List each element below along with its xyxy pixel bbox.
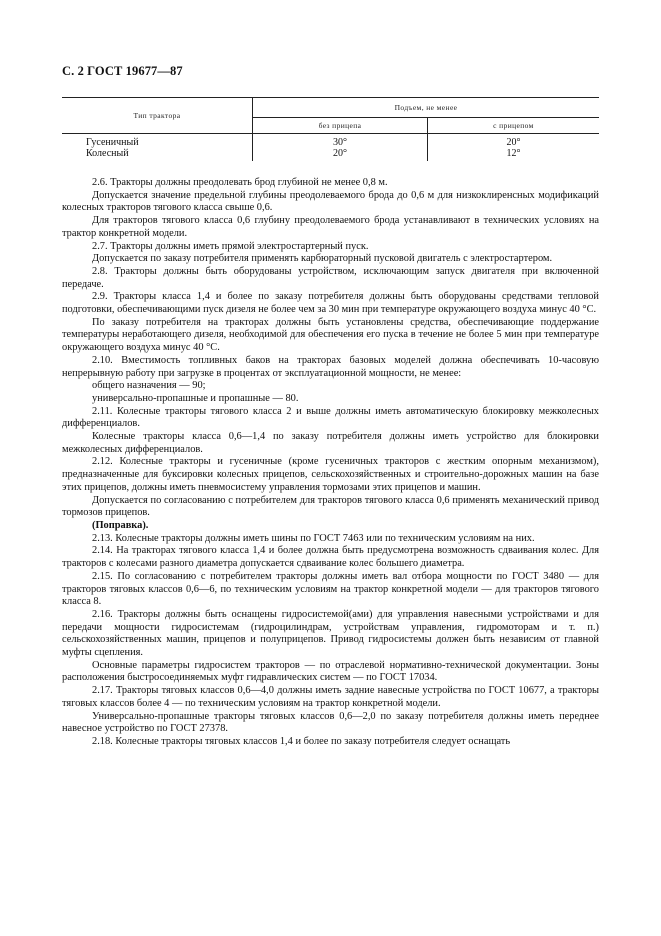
paragraph: 2.11. Колесные тракторы тягового класса 2 и выше должны иметь автоматическую блокировку межколесных дифференциалов. — [62, 405, 599, 430]
table-cell-type: Гусеничный — [62, 134, 253, 149]
paragraph: Универсально-пропашные тракторы тяговых классов 0,6—2,0 по заказу потребителя должны иметь переднее навесное устройство по ГОСТ 27378. — [62, 710, 599, 735]
paragraph: 2.10. Вместимость топливных баков на тракторах базовых моделей должна обеспечивать 10-часовую непрерывную работу при загрузке в процентах от эксплуатационной мощности, не менее: — [62, 354, 599, 379]
paragraph: 2.13. Колесные тракторы должны иметь шины по ГОСТ 7463 или по техническим условиям на них. — [92, 532, 535, 544]
paragraph: 2.12. Колесные тракторы и гусеничные (кроме гусеничных тракторов с жестким опорным механизмом), предназначенные для буксировки колесных прицепов, сельскохозяйственных и строительно-дорожных машин на базе этих прицепов, должны иметь пневмосистему управления тормозами этих прицепов и машин. — [62, 456, 599, 493]
paragraph: 2.7. Тракторы должны иметь прямой электростартерный пуск. — [92, 240, 369, 252]
table-row — [62, 134, 599, 149]
paragraph: Колесные тракторы класса 0,6—1,4 по заказу потребителя должны иметь устройство для блокировки межколесных дифференциалов. — [62, 431, 599, 455]
amendment-note: (Поправка). — [92, 519, 149, 531]
paragraph: Для тракторов тягового класса 0,6 глубину преодолеваемого брода устанавливают в технических условиях на трактор конкретной модели. — [62, 215, 599, 239]
table-col-without: без прицепа — [253, 118, 428, 134]
paragraph: 2.9. Тракторы класса 1,4 и более по заказу потребителя должны быть оборудованы средствами тепловой подготовки, обеспечивающими пуск дизеля не более чем за 30 мин при температуре окружающего воздуха минус 40 °С. — [62, 291, 599, 316]
lift-table — [62, 97, 599, 161]
table-cell-without: 30° — [253, 134, 428, 149]
table-col-with: с прицепом — [428, 118, 600, 134]
paragraph: Допускается по согласованию с потребителем для тракторов тягового класса 0,6 применять механический привод тормозов прицепов. — [62, 494, 599, 519]
list-item: общего назначения — 90; — [92, 380, 206, 392]
paragraph: 2.14. На тракторах тягового класса 1,4 и более должна быть предусмотрена возможность сдваивания колес. Для тракторов с колесами разного диаметра допускается сдваивание колес большего диаметра. — [62, 545, 599, 570]
table-cell-type: Колесный — [62, 148, 253, 161]
page-header: С. 2 ГОСТ 19677—87 — [62, 64, 183, 78]
document-page — [62, 64, 599, 749]
paragraph: 2.15. По согласованию с потребителем тракторы должны иметь вал отбора мощности по ГОСТ 3480 — для тракторов тяговых классов 0,6—6, по техническим условиям на трактор конкретной модели — для тракторов тягового класса 8. — [62, 570, 599, 608]
paragraph: 2.18. Колесные тракторы тяговых классов 1,4 и более по заказу потребителя следует оснащать — [92, 735, 511, 747]
paragraph: Основные параметры гидросистем тракторов — по отраслевой нормативно-технической документации. Зоны расположения быстросоединяемых муфт гидравлических систем — по ГОСТ 17034. — [62, 659, 599, 684]
paragraph: 2.17. Тракторы тяговых классов 0,6—4,0 должны иметь задние навесные устройства по ГОСТ 10677, а тракторы тяговых классов более 4 — по техническим условиям на трактор конкретной модели. — [62, 685, 599, 709]
paragraph: По заказу потребителя на тракторах должны быть установлены средства, обеспечивающие поддержание температуры неработающего дизеля, необходимой для обеспечения его пуска в течение не более 5 мин при температуре окружающего воздуха минус 40 °С. — [62, 316, 599, 354]
paragraph: Допускается по заказу потребителя применять карбюраторный пусковой двигатель с электростартером. — [92, 253, 553, 265]
table-col-type: Тип трактора — [62, 98, 253, 134]
paragraph: 2.8. Тракторы должны быть оборудованы устройством, исключающим запуск двигателя при включенной передаче. — [62, 265, 599, 290]
table-col-lift: Подъем, не менее — [253, 98, 600, 118]
table-row — [62, 148, 599, 161]
table-cell-with: 20° — [506, 137, 521, 148]
paragraph: 2.6. Тракторы должны преодолевать брод глубиной не менее 0,8 м. — [92, 177, 388, 188]
document-body — [62, 177, 599, 749]
paragraph: 2.16. Тракторы должны быть оснащены гидросистемой(ами) для управления навесными устройствами и для передачи мощности гидросистемам (гидроцилиндрам, устройствам управления, гидромоторам и т. п.) сельскохозяйственных машин, прицепов и полуприцепов. Привод гидросистемы должен быть независим от главной муфты сцепления. — [62, 608, 599, 659]
table-cell-with: 12° — [506, 148, 521, 159]
list-item: универсально-пропашные и пропашные — 80. — [92, 392, 299, 404]
paragraph: Допускается значение предельной глубины преодолеваемого брода до 0,6 м для низкоклиренсных модификаций колесных тракторов тягового класса свыше 0,6. — [62, 189, 599, 214]
table-cell-without: 20° — [253, 148, 428, 161]
table-header-row — [62, 98, 599, 118]
